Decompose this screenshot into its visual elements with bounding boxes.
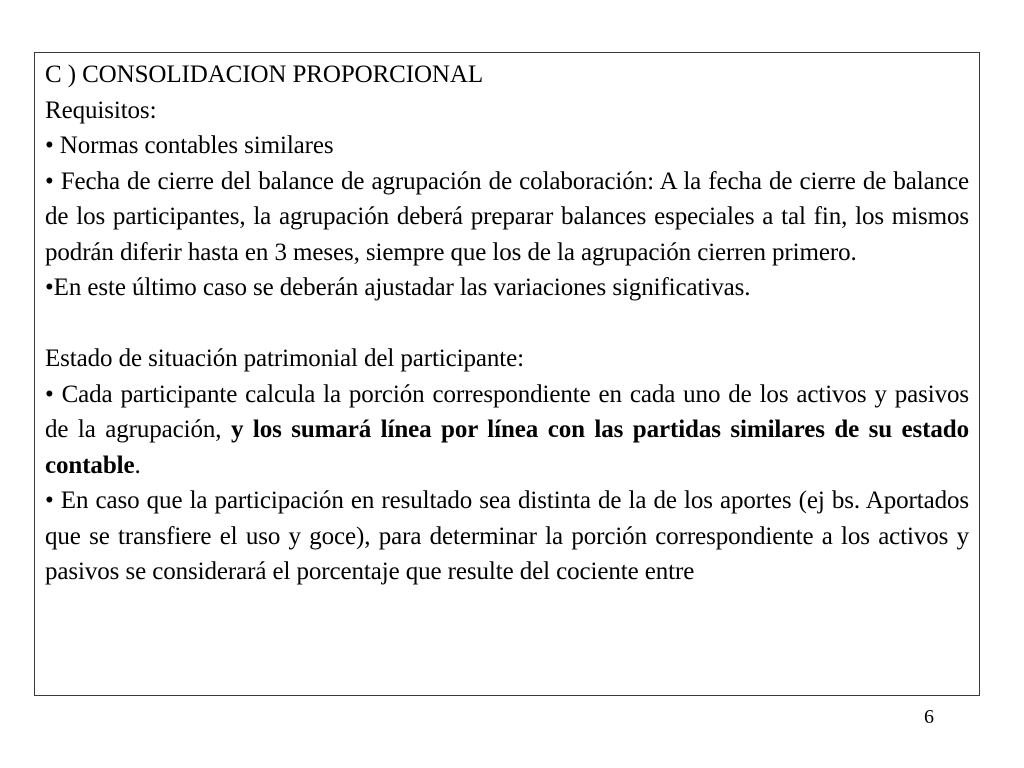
bullet-calculo-participante — [45, 377, 969, 484]
slide-title: C ) CONSOLIDACION PROPORCIONAL — [45, 61, 484, 88]
section-heading: Estado de situación patrimonial del participante: — [45, 345, 524, 372]
bullet-normas: • Normas contables similares — [45, 132, 334, 159]
bullet-calculo-text: • Cada participante calcula la porción correspondiente en cada uno de los activos y pasivos de la agrupación, — [45, 380, 969, 443]
bullet-participacion-resultado: • En caso que la participación en resultado sea distinta de la de los aportes (ej bs. Aportados que se transfiere el uso y goce), para determinar la porción correspondiente a los activos y pasivos se considerará el porcentaje que resulte del cociente entre — [45, 487, 969, 585]
bullet-fecha-cierre: • Fecha de cierre del balance de agrupación de colaboración: A la fecha de cierre de balance de los participantes, la agrupación deberá preparar balances especiales a tal fin, los mismos podrán diferir hasta en 3 meses, siempre que los de la agrupación cierren primero. — [45, 167, 969, 266]
bullet-ajuste: •En este último caso se deberán ajustadar las variaciones significativas. — [45, 274, 751, 301]
spacer — [45, 306, 969, 342]
slide-body — [45, 57, 969, 590]
bullet-calculo-bold: y los sumará línea por línea con las partidas similares de su estado contable — [45, 416, 970, 479]
bullet-calculo-end: . — [134, 451, 141, 479]
page-number: 6 — [924, 706, 934, 728]
slide-content-box — [34, 52, 980, 696]
requirements-label: Requisitos: — [45, 96, 157, 124]
